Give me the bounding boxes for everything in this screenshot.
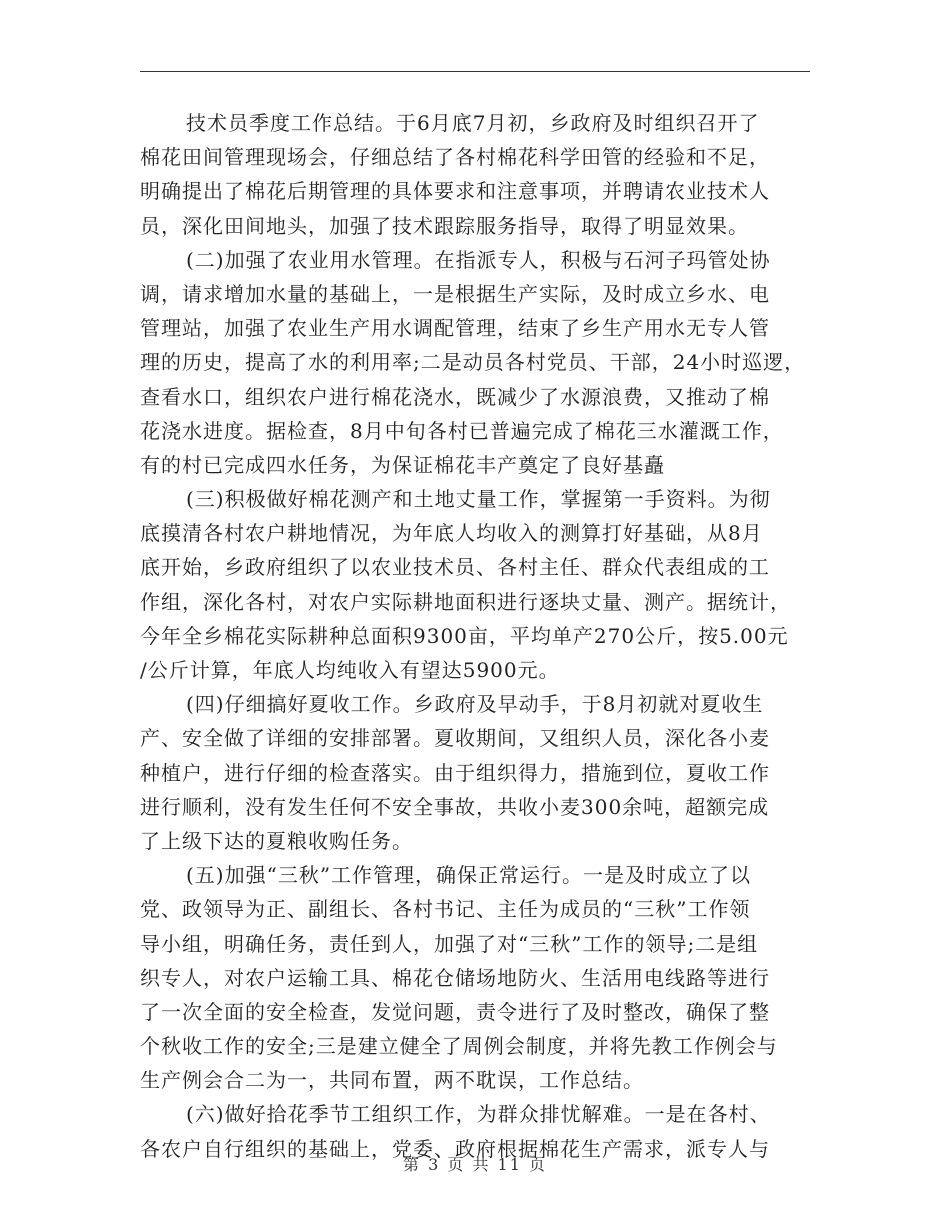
page-number-footer: 第 3 页 共 11 页: [403, 1155, 547, 1174]
body-text: [140, 106, 822, 1166]
text-line: 党、政领导为正、副组长、各村书记、主任为成员的“三秋”工作领: [140, 897, 751, 922]
text-line: 花浇水进度。据检查，8月中旬各村已普遍完成了棉花三水灌溉工作，: [140, 418, 784, 443]
paragraph-heading-5: (五)加强“三秋”工作管理，确保正常运行。一是及时成立了以: [186, 863, 752, 888]
text-line: /公斤计算，年底人均纯收入有望达5900元。: [140, 658, 560, 682]
text-line: 明确提出了棉花后期管理的具体要求和注意事项，并聘请农业技术人: [140, 179, 770, 204]
text-line: 底摸清各村农户耕地情况，为年底人均收入的测算打好基础，从8月: [140, 521, 763, 546]
text-line: 产、安全做了详细的安排部署。夏收期间，又组织人员，深化各小麦: [140, 726, 770, 751]
text-line: 调，请求增加水量的基础上，一是根据生产实际，及时成立乡水、电: [140, 281, 770, 306]
paragraph-heading-6: (六)做好拾花季节工组织工作，为群众排忧解难。一是在各村、: [186, 1102, 771, 1127]
text-line: 个秋收工作的安全;三是建立健全了周例会制度，并将先教工作例会与: [140, 1034, 778, 1059]
text-line: 导小组，明确任务，责任到人，加强了对“三秋”工作的领导;二是组: [140, 931, 759, 956]
paragraph-heading-3: (三)积极做好棉花测产和土地丈量工作，掌握第一手资料。为彻: [186, 487, 771, 512]
text-line: 员，深化田间地头，加强了技术跟踪服务指导，取得了明显效果。: [140, 213, 749, 238]
text-line: 各农户自行组织的基础上，党委、政府根据棉花生产需求，派专人与: [140, 1136, 770, 1161]
text-line: 今年全乡棉花实际耕种总面积9300亩，平均单产270公斤，按5.00元: [140, 623, 789, 648]
text-line: 了一次全面的安全检查，发觉问题，责令进行了及时整改，确保了整: [140, 999, 770, 1024]
text-line: 了上级下达的夏粮收购任务。: [140, 828, 413, 853]
text-line: 生产例会合二为一，共同布置，两不耽误，工作总结。: [140, 1068, 644, 1093]
text-line: 查看水口，组织农户进行棉花浇水，既减少了水源浪费，又推动了棉: [140, 384, 770, 409]
text-line: 管理站，加强了农业生产用水调配管理，结束了乡生产用水无专人管: [140, 316, 770, 341]
text-line: 底开始，乡政府组织了以农业技术员、各村主任、群众代表组成的工: [140, 555, 770, 580]
paragraph-heading-2: (二)加强了农业用水管理。在指派专人，积极与石河子玛管处协: [186, 247, 771, 272]
paragraph-heading-4: (四)仔细搞好夏收工作。乡政府及早动手，于8月初就对夏收生: [186, 692, 764, 717]
text-line: 技术员季度工作总结。于6月底7月初，乡政府及时组织召开了: [186, 111, 760, 135]
text-line: 作组，深化各村，对农户实际耕地面积进行逐块丈量、测产。据统计，: [140, 589, 791, 614]
text-line: 种植户，进行仔细的检查落实。由于组织得力，措施到位，夏收工作: [140, 760, 770, 785]
text-line: 理的历史，提高了水的利用率;二是动员各村党员、干部，24小时巡逻，: [140, 350, 806, 375]
header-rule: [140, 71, 810, 72]
text-line: 进行顺利，没有发生任何不安全事故，共收小麦300余吨，超额完成: [140, 794, 770, 819]
text-line: 棉花田间管理现场会，仔细总结了各村棉花科学田管的经验和不足，: [140, 145, 770, 170]
text-line: 织专人，对农户运输工具、棉花仓储场地防火、生活用电线路等进行: [140, 965, 770, 990]
text-line: 有的村已完成四水任务，为保证棉花丰产奠定了良好基矗: [140, 452, 665, 477]
